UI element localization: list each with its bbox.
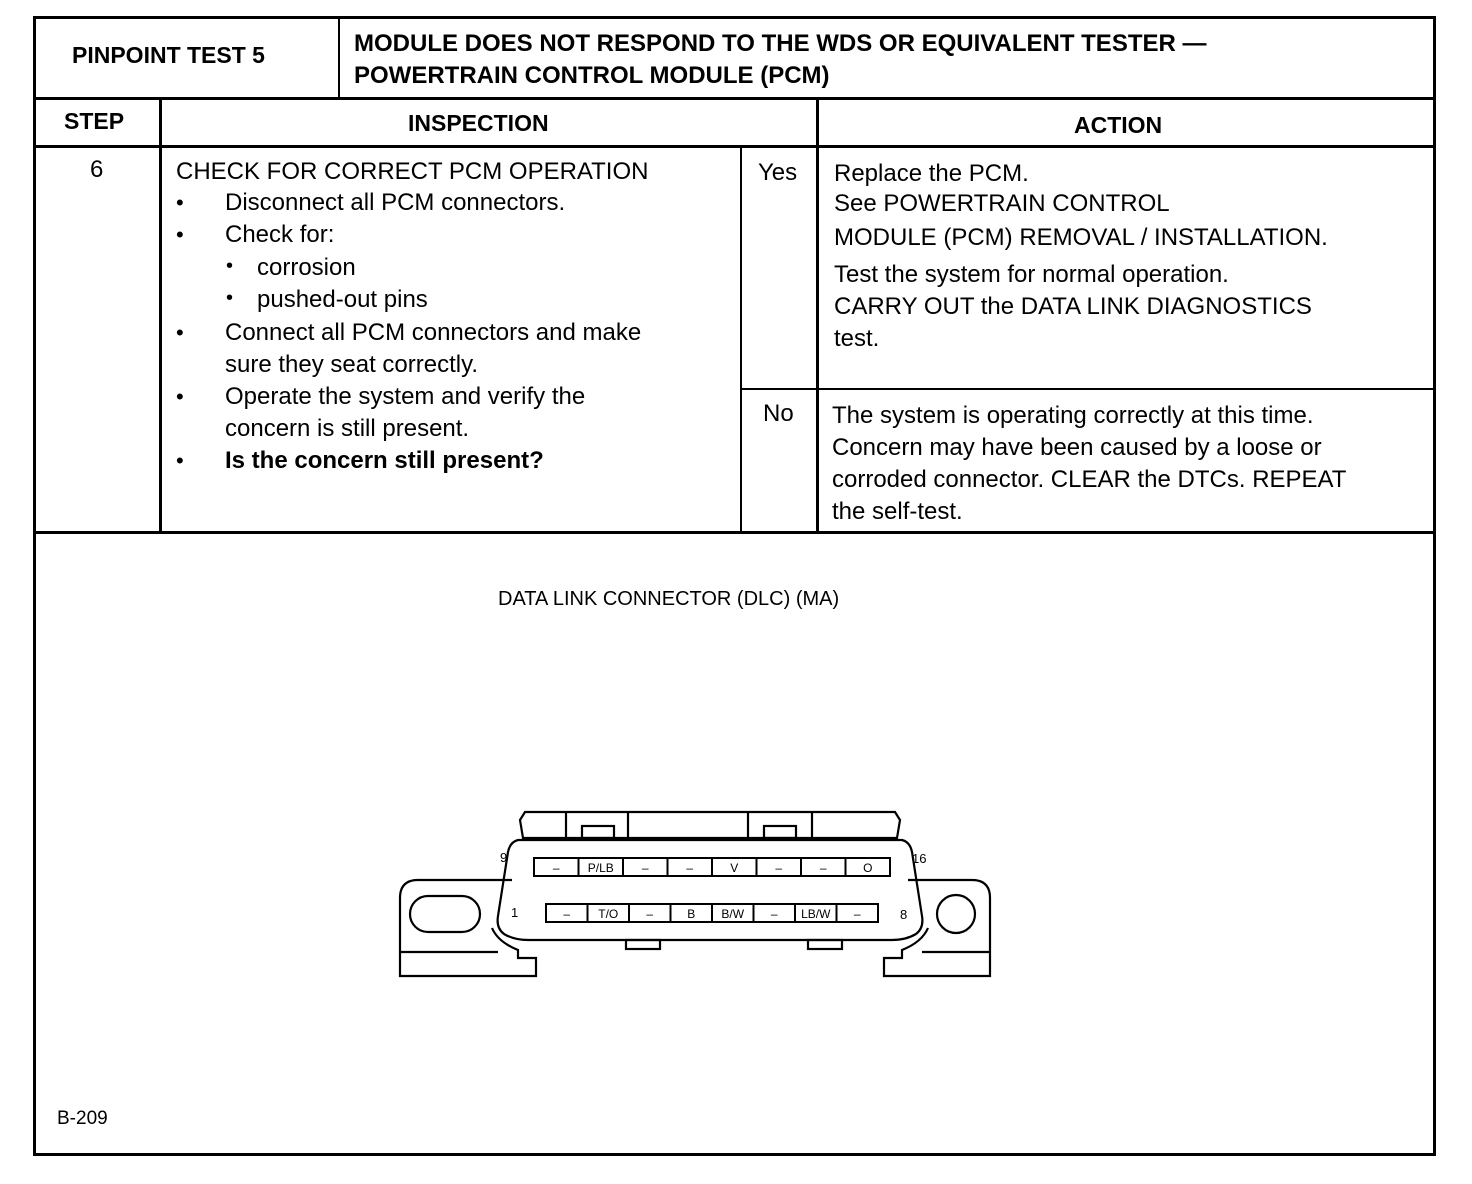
- figure-caption: DATA LINK CONNECTOR (DLC) (MA): [498, 588, 840, 610]
- yes-action-line-5: CARRY OUT the DATA LINK DIAGNOSTICS: [834, 293, 1312, 320]
- divider: [816, 97, 819, 533]
- inspection-step-4-line-2: concern is still present.: [225, 415, 470, 442]
- pin-wire-label: B/W: [721, 907, 745, 921]
- pin-8-label: 8: [900, 907, 908, 922]
- pin-9-label: 9: [500, 850, 508, 865]
- yes-action-line-4: Test the system for normal operation.: [834, 261, 1229, 288]
- bullet-icon: •: [176, 320, 184, 345]
- inspection-substep-pins: pushed-out pins: [257, 286, 428, 313]
- inspection-step-4-line-1: Operate the system and verify the: [225, 383, 586, 410]
- column-inspection: INSPECTION: [408, 110, 549, 136]
- inspection-step-1: Disconnect all PCM connectors.: [225, 189, 566, 216]
- no-action-line-2: Concern may have been caused by a loose or: [832, 434, 1322, 461]
- pin-wire-label: –: [641, 861, 649, 875]
- no-action-line-3: corroded connector. CLEAR the DTCs. REPEAT: [832, 466, 1347, 493]
- divider: [33, 531, 1436, 534]
- divider: [338, 16, 340, 98]
- pin-wire-label: O: [863, 861, 873, 875]
- divider: [33, 145, 1436, 148]
- pin-wire-label: –: [552, 861, 560, 875]
- pin-wire-label: T/O: [598, 907, 619, 921]
- bullet-icon: •: [176, 222, 184, 247]
- pin-16-label: 16: [912, 851, 927, 866]
- pin-wire-label: B: [687, 907, 696, 921]
- inspection-substep-corrosion: corrosion: [257, 254, 356, 281]
- bullet-icon: •: [226, 287, 234, 309]
- pin-wire-label: –: [686, 861, 694, 875]
- pin-wire-label: –: [853, 907, 861, 921]
- column-action: ACTION: [1074, 112, 1163, 138]
- pin-wire-label: –: [770, 907, 778, 921]
- inspection-step-3-line-2: sure they seat correctly.: [225, 351, 478, 378]
- inspection-step-2: Check for:: [225, 221, 335, 248]
- bullet-icon: •: [176, 190, 184, 215]
- no-action-line-1: The system is operating correctly at this time.: [832, 402, 1314, 429]
- figure-id: B-209: [57, 1108, 108, 1129]
- pin-1-label: 1: [511, 905, 519, 920]
- test-title-line-1: MODULE DOES NOT RESPOND TO THE WDS OR EQUIVALENT TESTER —: [354, 30, 1207, 57]
- column-step: STEP: [64, 108, 125, 134]
- no-action-line-4: the self-test.: [832, 498, 963, 525]
- divider: [33, 97, 1436, 100]
- pin-wire-label: –: [563, 907, 571, 921]
- yes-action-line-1: Replace the PCM.: [834, 160, 1029, 187]
- inspection-step-3-line-1: Connect all PCM connectors and make: [225, 319, 642, 346]
- pin-wire-label: LB/W: [801, 907, 831, 921]
- divider: [740, 145, 742, 533]
- pin-wire-label: –: [646, 907, 654, 921]
- no-label: No: [763, 400, 794, 427]
- bullet-icon: •: [176, 448, 184, 473]
- pinpoint-test-label: PINPOINT TEST 5: [72, 42, 265, 68]
- test-title-line-2: POWERTRAIN CONTROL MODULE (PCM): [354, 62, 830, 89]
- pin-wire-label: P/LB: [587, 861, 614, 875]
- pin-wire-label: V: [730, 861, 739, 875]
- yes-action-line-2: See POWERTRAIN CONTROL: [834, 190, 1170, 217]
- yes-action-line-3: MODULE (PCM) REMOVAL / INSTALLATION.: [834, 224, 1328, 251]
- yes-action-line-6: test.: [834, 325, 880, 352]
- bullet-icon: •: [176, 384, 184, 409]
- dlc-connector-diagram: [390, 800, 1010, 990]
- inspection-heading: CHECK FOR CORRECT PCM OPERATION: [176, 158, 649, 185]
- divider: [159, 97, 162, 533]
- inspection-question: Is the concern still present?: [225, 447, 544, 474]
- bullet-icon: •: [226, 255, 234, 277]
- pin-wire-label: –: [819, 861, 827, 875]
- yes-label: Yes: [758, 159, 798, 186]
- divider: [742, 388, 1436, 390]
- pin-wire-label: –: [775, 861, 783, 875]
- step-number: 6: [90, 156, 104, 183]
